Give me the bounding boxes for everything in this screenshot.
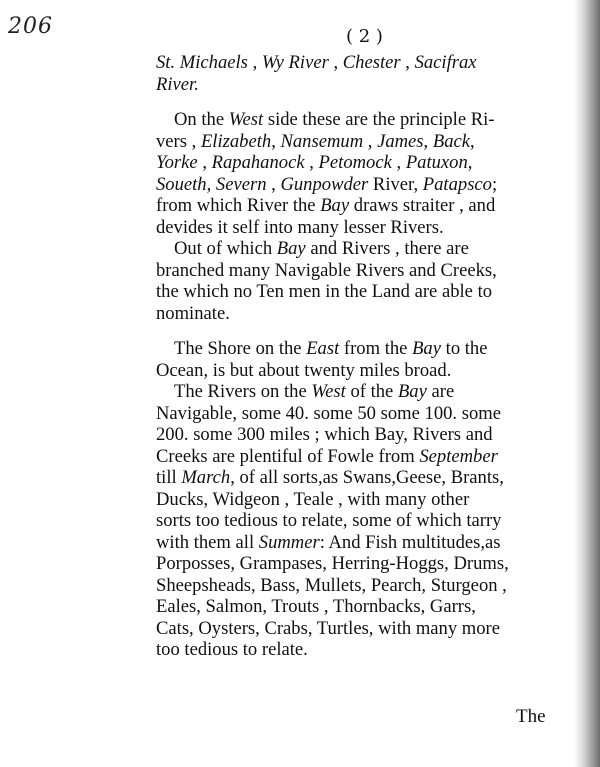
paragraph-gap [156, 324, 570, 338]
text-segment: , [423, 130, 433, 152]
text-segment: Creeks are plentiful of Fowle from [156, 445, 420, 467]
text-segment: branched many Navigable Rivers and Creeks, [156, 259, 497, 281]
italic-text: Gunpowder [280, 173, 369, 195]
book-gutter-shadow [574, 0, 600, 767]
text-segment: Cats, Oysters, Crabs, Turtles, with many more [156, 617, 500, 639]
italic-text: Chester [342, 52, 401, 73]
italic-text: River. [156, 73, 199, 95]
text-segment: : And Fish multitudes,as [319, 531, 501, 553]
text-segment: , [266, 173, 281, 195]
italic-text: Summer [258, 531, 320, 553]
text-line [156, 446, 570, 468]
text-line [156, 424, 570, 446]
text-line [156, 532, 570, 554]
text-line [156, 510, 570, 532]
text-line [156, 338, 570, 360]
text-segment: , [247, 52, 262, 73]
text-segment: River, [368, 173, 423, 195]
italic-text: March [181, 467, 231, 488]
text-line [156, 360, 570, 382]
text-line [156, 596, 570, 618]
italic-text: Yorke [156, 152, 198, 173]
text-segment: too tedious to relate. [156, 639, 308, 660]
paragraph-gap [156, 95, 570, 109]
italic-text: Bay [412, 338, 441, 359]
text-segment: are [426, 381, 455, 402]
text-segment: the which no Ten men in the Land are able to [156, 281, 493, 302]
text-line [156, 618, 570, 640]
italic-text: Bay [397, 381, 427, 402]
text-segment: , [391, 152, 406, 173]
text-segment: draws straiter , and [349, 195, 496, 216]
text-segment: , of all sorts,as Swans,Geese, Brants, [230, 467, 504, 488]
text-segment: , [400, 52, 415, 73]
italic-text: West [228, 109, 264, 130]
italic-text: Rapahanock [211, 152, 305, 173]
italic-text: Soueth, Severn [156, 173, 267, 195]
italic-text: East [306, 338, 340, 359]
text-line [156, 52, 570, 74]
text-line [156, 303, 570, 325]
text-segment: vers , [156, 130, 201, 152]
text-segment: , [197, 152, 212, 173]
text-segment: 200. some 300 miles ; which Bay, Rivers and [156, 424, 493, 445]
text-segment: nominate. [156, 302, 230, 324]
text-segment: , [467, 152, 473, 173]
italic-text: Patuxon [405, 152, 468, 173]
text-line [156, 109, 570, 131]
text-segment: , [328, 52, 343, 73]
text-line [156, 639, 570, 661]
text-line [156, 553, 570, 575]
text-segment: , [271, 130, 281, 152]
text-line [156, 74, 570, 96]
page-body-text [156, 52, 570, 661]
text-line [156, 152, 570, 174]
italic-text: Back [432, 130, 471, 152]
text-line [156, 174, 570, 196]
text-segment: side these are the principle Ri- [263, 109, 495, 130]
page-number: ( 2 ) [346, 26, 383, 47]
text-segment: , [363, 130, 378, 152]
text-line [156, 381, 570, 403]
text-segment: , [304, 152, 319, 173]
italic-text: Petomock [318, 152, 392, 173]
text-segment: Sheepsheads, Bass, Mullets, Pearch, Sturgeon , [156, 574, 507, 596]
italic-text: James [377, 130, 424, 152]
italic-text: Bay [276, 238, 306, 259]
text-line [156, 195, 570, 217]
text-line [156, 403, 570, 425]
text-line [156, 238, 570, 260]
italic-text: Nansemum [280, 130, 364, 152]
text-segment: from which River the [156, 195, 321, 216]
text-segment: The Shore on the [174, 338, 307, 359]
text-segment: Ducks, Widgeon , Teale , with many other [156, 488, 470, 510]
italic-text: Elizabeth [200, 130, 272, 152]
text-line [156, 281, 570, 303]
text-line [156, 467, 570, 489]
italic-text: St. Michaels [156, 52, 248, 73]
italic-text: West [311, 381, 346, 402]
italic-text: Bay [320, 195, 350, 216]
text-segment: Navigable, some 40. some 50 some 100. some [156, 402, 501, 424]
italic-text: Sacifrax [414, 52, 477, 73]
text-segment: sorts too tedious to relate, some of which tarry [156, 510, 502, 531]
text-segment: of the [345, 381, 398, 402]
text-segment: The Rivers on the [174, 381, 312, 402]
italic-text: September [419, 445, 498, 467]
text-segment: On the [174, 109, 229, 130]
text-segment: to the [441, 338, 488, 359]
italic-text: Patapsco [422, 173, 492, 195]
text-line [156, 217, 570, 239]
text-line [156, 489, 570, 511]
text-line [156, 131, 570, 153]
text-segment: with them all [156, 531, 259, 553]
text-segment: Eales, Salmon, Trouts , Thornbacks, Garrs, [156, 596, 476, 617]
folio-number: 206 [8, 14, 53, 39]
text-segment: and Rivers , there are [305, 238, 469, 259]
text-line [156, 260, 570, 282]
italic-text: Wy River [261, 52, 329, 73]
text-segment: Porposses, Grampases, Herring-Hoggs, Drums, [156, 553, 509, 574]
text-segment: ; [491, 173, 498, 195]
catchword: The [516, 706, 546, 727]
text-segment: from the [339, 338, 413, 359]
text-segment: Ocean, is but about twenty miles broad. [156, 359, 452, 381]
text-segment: Out of which [174, 238, 277, 259]
text-line [156, 575, 570, 597]
text-segment: , [470, 130, 475, 152]
text-segment: devides it self into many lesser Rivers. [156, 216, 444, 238]
text-segment: till [156, 467, 182, 488]
